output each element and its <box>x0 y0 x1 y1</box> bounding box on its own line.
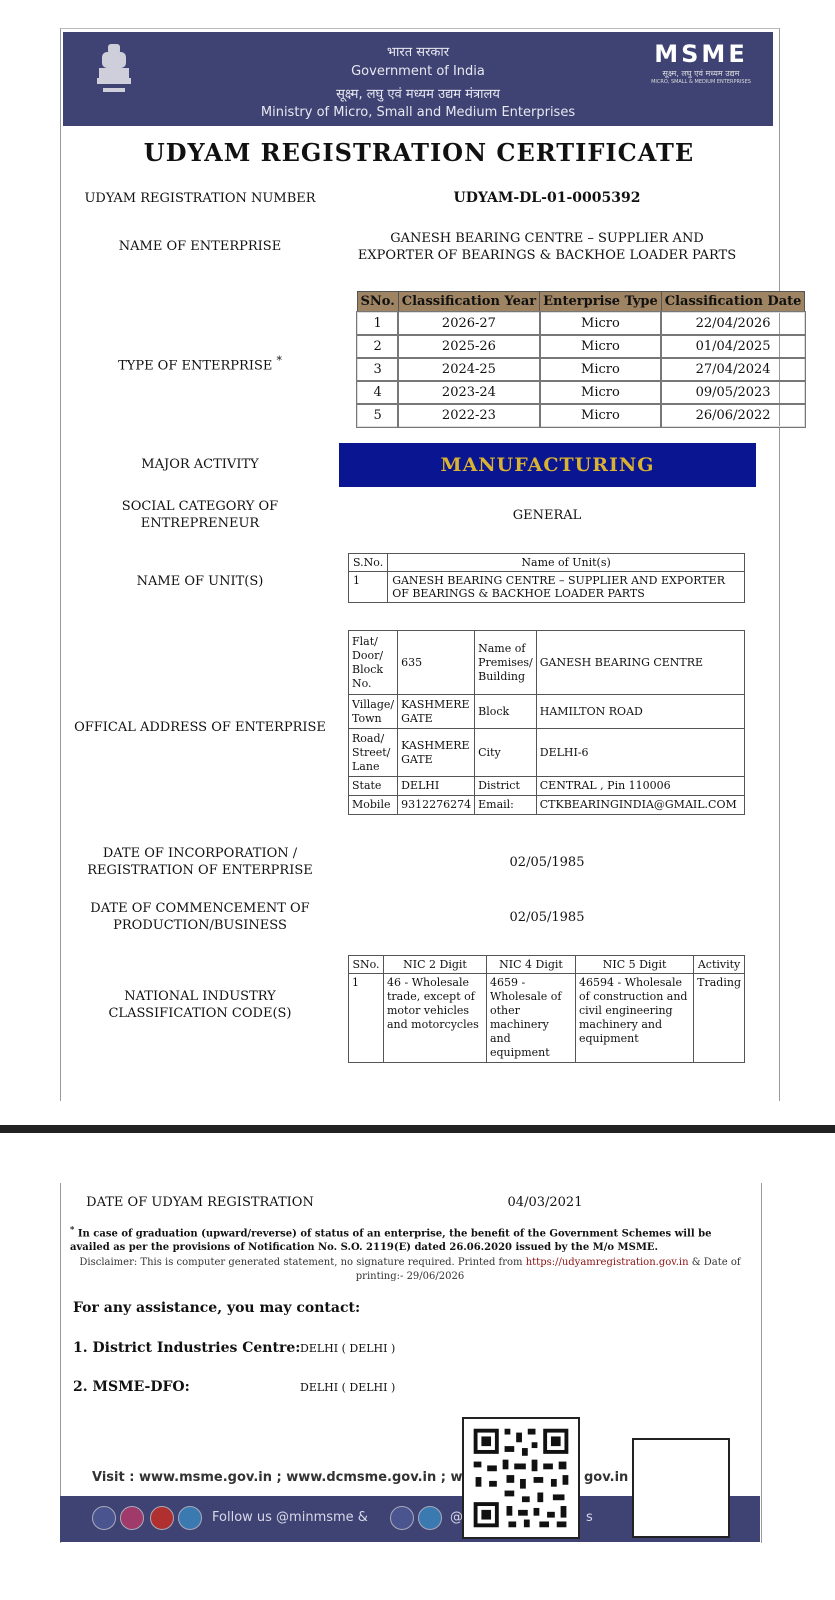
table-row <box>349 631 745 695</box>
facebook-icon[interactable] <box>92 1506 116 1530</box>
nic-4digit: 4659 - Wholesale of other machinery and equipment <box>487 974 576 1063</box>
commencement-label-line2: PRODUCTION/BUSINESS <box>113 918 287 933</box>
disclaimer-text: Disclaimer: This is computer generated statement, no signature required. Printed from <box>79 1257 526 1268</box>
dfo-label: 2. MSME-DFO: <box>73 1379 190 1395</box>
table-cell: 01/04/2025 <box>661 335 805 358</box>
commencement-date: 02/05/1985 <box>509 910 585 925</box>
table-cell: Micro <box>540 312 662 335</box>
table-cell: Micro <box>540 381 662 404</box>
banner-hindi-government: भारत सरकार <box>386 45 450 60</box>
units-table <box>348 553 745 603</box>
table-cell: 2024-25 <box>398 358 539 381</box>
table-row <box>357 312 805 335</box>
block-value: HAMILTON ROAD <box>536 695 744 729</box>
village-value: KASHMERE GATE <box>398 695 475 729</box>
table-cell: 27/04/2024 <box>661 358 805 381</box>
dfo-value: DELHI ( DELHI ) <box>300 1381 396 1394</box>
address-label: OFFICAL ADDRESS OF ENTERPRISE <box>74 720 326 735</box>
social-category-label-line2: ENTREPRENEUR <box>140 516 260 531</box>
government-banner <box>63 32 773 126</box>
twitter-icon[interactable] <box>178 1506 202 1530</box>
table-row <box>349 572 745 603</box>
units-header-name: Name of Unit(s) <box>388 554 745 572</box>
registration-number-value: UDYAM-DL-01-0005392 <box>453 190 641 206</box>
classification-header-year: Classification Year <box>398 292 539 313</box>
disclaimer-date: & Date of printing:- 29/06/2026 <box>355 1257 741 1282</box>
msme-logo-subtitle: MICRO, SMALL & MEDIUM ENTERPRISES <box>651 79 751 85</box>
disclaimer <box>70 1256 750 1284</box>
road-label: Road/ Street/ Lane <box>349 729 398 777</box>
enterprise-name-line2: EXPORTER OF BEARINGS & BACKHOE LOADER PARTS <box>357 248 737 263</box>
block-label: Block <box>475 695 537 729</box>
classification-table <box>356 291 806 428</box>
follow-us-text: Follow us @minmsme & <box>212 1510 368 1525</box>
nic-header-activity: Activity <box>694 956 745 974</box>
nic-header-sno: SNo. <box>349 956 384 974</box>
registration-number-label: UDYAM REGISTRATION NUMBER <box>84 191 316 206</box>
table-cell: 3 <box>357 358 398 381</box>
udyam-date-label: DATE OF UDYAM REGISTRATION <box>86 1195 314 1210</box>
table-cell: 2 <box>357 335 398 358</box>
footnote-text: In case of graduation (upward/reverse) of status of an enterprise, the benefit of the Government Schemes will be availed as per the provisions of Notification No. S.O. 2119(E) dated 26.06.2020 issued by the M/o MSME. <box>70 1228 712 1254</box>
classification-header-date: Classification Date <box>661 292 805 313</box>
enterprise-type-label-text: TYPE OF ENTERPRISE <box>118 358 273 374</box>
footnote-star-ref: * <box>70 1224 75 1234</box>
table-cell: 2025-26 <box>398 335 539 358</box>
incorporation-date: 02/05/1985 <box>509 855 585 870</box>
email-label: Email: <box>475 796 537 815</box>
village-label: Village/ Town <box>349 695 398 729</box>
social-category-label-line1: SOCIAL CATEGORY OF <box>121 499 279 514</box>
flat-value: 635 <box>398 631 475 695</box>
table-row <box>357 404 805 427</box>
nic-sno: 1 <box>349 974 384 1063</box>
classification-header-type: Enterprise Type <box>540 292 662 313</box>
enterprise-name-line1: GANESH BEARING CENTRE – SUPPLIER AND <box>390 231 704 246</box>
table-row <box>349 695 745 729</box>
nic-activity: Trading <box>694 974 745 1063</box>
table-cell: 26/06/2022 <box>661 404 805 427</box>
nic-table <box>348 955 745 1063</box>
table-cell: 2026-27 <box>398 312 539 335</box>
msme-logo <box>645 40 757 85</box>
social-category-value: GENERAL <box>512 508 582 523</box>
udyam-portal-link[interactable]: https://udyamregistration.gov.in <box>525 1257 689 1268</box>
nic-header-2digit: NIC 2 Digit <box>384 956 487 974</box>
table-row <box>349 974 745 1063</box>
commencement-label-line1: DATE OF COMMENCEMENT OF <box>90 901 310 916</box>
visit-text-right[interactable]: gov.in <box>584 1470 629 1485</box>
banner-ministry: Ministry of Micro, Small and Medium Enterprises <box>260 105 576 120</box>
city-value: DELHI-6 <box>536 729 744 777</box>
table-cell: 09/05/2023 <box>661 381 805 404</box>
incorporation-label-line2: REGISTRATION OF ENTERPRISE <box>87 863 313 878</box>
table-row <box>357 381 805 404</box>
table-cell: 22/04/2026 <box>661 312 805 335</box>
footnote-star: * <box>276 354 282 367</box>
banner-hindi-ministry: सूक्ष्म, लघु एवं मध्यम उद्यम मंत्रालय <box>336 87 500 102</box>
incorporation-label-line1: DATE OF INCORPORATION / <box>102 846 298 861</box>
table-row <box>357 335 805 358</box>
state-label: State <box>349 777 398 796</box>
district-label: District <box>475 777 537 796</box>
district-value: CENTRAL , Pin 110006 <box>536 777 744 796</box>
table-cell: 2023-24 <box>398 381 539 404</box>
email-value: CTKBEARINGINDIA@GMAIL.COM <box>536 796 744 815</box>
table-cell: Micro <box>540 335 662 358</box>
table-cell: 1 <box>357 312 398 335</box>
table-cell: 2022-23 <box>398 404 539 427</box>
table-cell: 4 <box>357 381 398 404</box>
premises-value: GANESH BEARING CENTRE <box>536 631 744 695</box>
address-table <box>348 630 745 815</box>
certificate-title: UDYAM REGISTRATION CERTIFICATE <box>143 138 695 167</box>
follow-handle-end-fragment: s <box>586 1510 593 1525</box>
unit-name: GANESH BEARING CENTRE – SUPPLIER AND EXPORTER OF BEARINGS & BACKHOE LOADER PARTS <box>388 572 745 603</box>
udyam-date-value: 04/03/2021 <box>507 1195 583 1210</box>
nic-label-line1: NATIONAL INDUSTRY <box>124 989 276 1004</box>
visit-text-left[interactable]: Visit : www.msme.gov.in ; www.dcmsme.gov.in ; w <box>92 1470 463 1485</box>
twitter-icon[interactable] <box>418 1506 442 1530</box>
visit-links <box>92 1470 463 1485</box>
table-cell: Micro <box>540 358 662 381</box>
nic-header-5digit: NIC 5 Digit <box>576 956 694 974</box>
youtube-icon[interactable] <box>150 1506 174 1530</box>
nic-2digit: 46 - Wholesale trade, except of motor vehicles and motorcycles <box>384 974 487 1063</box>
units-header-sno: S.No. <box>349 554 388 572</box>
major-activity-value: MANUFACTURING <box>339 443 756 487</box>
instagram-icon[interactable] <box>120 1506 144 1530</box>
nic-5digit: 46594 - Wholesale of construction and civil engineering machinery and equipment <box>576 974 694 1063</box>
assistance-heading: For any assistance, you may contact: <box>73 1300 361 1316</box>
unit-names-label: NAME OF UNIT(S) <box>136 574 264 589</box>
footnote <box>70 1222 750 1255</box>
enterprise-type-label <box>80 352 320 374</box>
premises-label: Name of Premises/ Building <box>475 631 537 695</box>
unit-sno: 1 <box>349 572 388 603</box>
nic-label-line2: CLASSIFICATION CODE(S) <box>108 1006 292 1021</box>
road-value: KASHMERE GATE <box>398 729 475 777</box>
dic-value: DELHI ( DELHI ) <box>300 1342 396 1355</box>
table-row <box>349 777 745 796</box>
enterprise-name-label: NAME OF ENTERPRISE <box>118 239 282 254</box>
classification-header-sno: SNo. <box>357 292 398 313</box>
mobile-value: 9312276274 <box>398 796 475 815</box>
msme-logo-hindi: सूक्ष्म, लघु एवं मध्यम उद्यम <box>662 69 740 78</box>
nic-header-4digit: NIC 4 Digit <box>487 956 576 974</box>
mobile-label: Mobile <box>349 796 398 815</box>
flat-label: Flat/ Door/ Block No. <box>349 631 398 695</box>
table-row <box>357 358 805 381</box>
page-divider <box>0 1125 835 1133</box>
city-label: City <box>475 729 537 777</box>
banner-government: Government of India <box>351 64 485 79</box>
dic-label: 1. District Industries Centre: <box>73 1340 301 1356</box>
major-activity-label: MAJOR ACTIVITY <box>141 457 259 472</box>
table-row <box>349 729 745 777</box>
photo-placeholder <box>632 1438 730 1538</box>
state-value: DELHI <box>398 777 475 796</box>
facebook-icon[interactable] <box>390 1506 414 1530</box>
follow-handle-fragment: @ <box>450 1510 463 1525</box>
table-cell: 5 <box>357 404 398 427</box>
msme-logo-text: MSME <box>654 40 748 68</box>
table-row <box>349 796 745 815</box>
table-cell: Micro <box>540 404 662 427</box>
qr-code-icon <box>462 1417 580 1539</box>
